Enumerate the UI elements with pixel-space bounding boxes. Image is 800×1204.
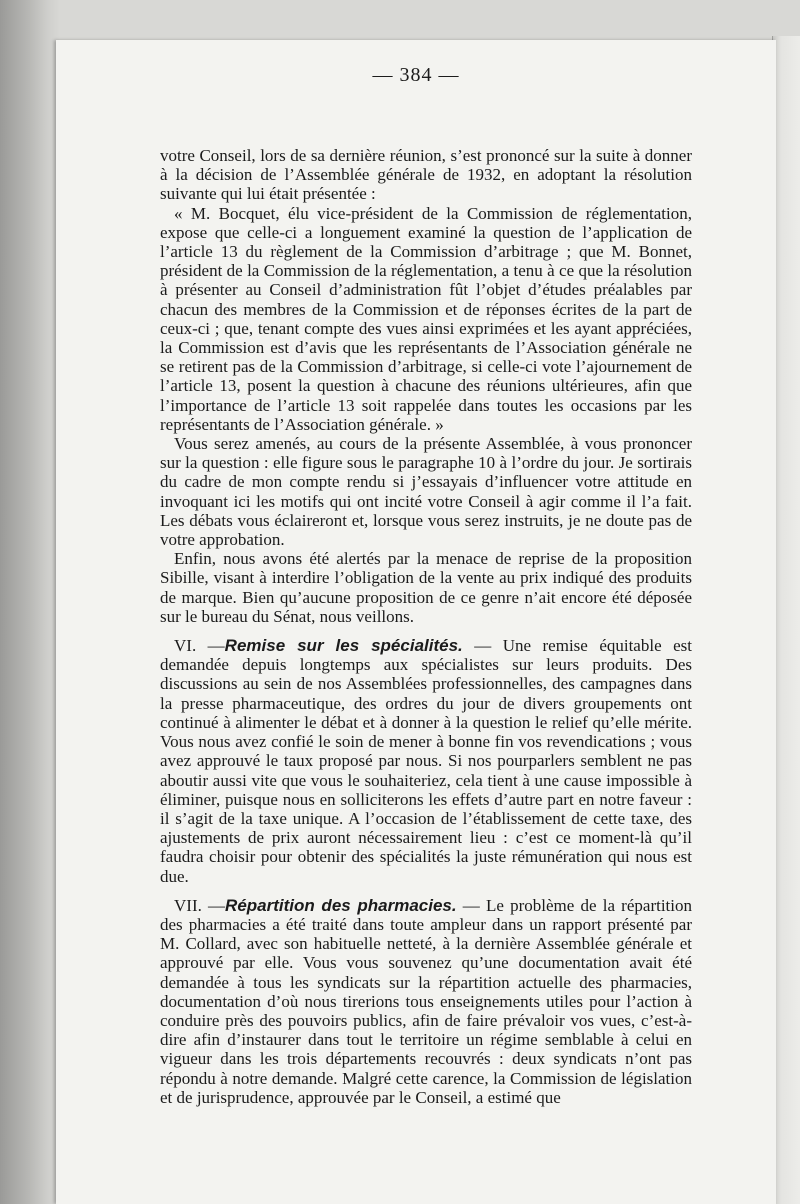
paragraph-quote: « M. Bocquet, élu vice-président de la Commission de réglementation, expose que celle-ci a longuement examiné la question de l’application de l’article 13 du règlement de la Commission d’arbitrage ; que M. Bonnet, président de la Commission de la réglementation, a tenu à ce que la résolution à présenter au Conseil d’administration fût l’objet d’études préalables par chacun des membres de la Commission et de réponses écrites de la part de ceux-ci ; que, tenant compte des vues ainsi exprimées et les ayant appréciées, la Commission est d’avis que les représentants de l’Association générale ne se retirent pas de la Commission d’arbitrage, si celle-ci vote l’ajournement de l’article 13, posent la question à chacune des réunions ultérieures, afin que l’importance de l’article 13 soit rappelée dans toutes les occasions par les représentants de l’Association générale. » bbox=[160, 203, 692, 434]
section-vii-title: Répartition des pharmacies. bbox=[225, 895, 457, 915]
section-vi-title: Remise sur les spécialités. bbox=[224, 636, 463, 656]
section-vi-body: — Une remise équitable est demandée depuis longtemps aux spécialistes sur leurs produits. Des discussions au sein de nos Assemblées professionnelles, des campagnes dans la presse pharmaceutique, des ordres du jour de divers groupements ont continué à alimenter le débat et à donner à la question le relief qu’elle mérite. Vous nous avez confié le soin de mener à bonne fin vos revendications ; vous avez approuvé le taux proposé par nous. Si nos pourparlers semblent ne pas aboutir aussi vite que vous le souhaiteriez, cela tient à une cause impossible à éliminer, puisque nous en solliciterons les effets d’autre part en notre faveur : il s’agit de la taxe unique. A l’occasion de l’établissement de cette taxe, des ajustements de prix auront nécessairement lieu : c’est ce moment-là qu’il faudra choisir pour obtenir des spécialités la juste rémunération qui nous est due. bbox=[160, 636, 692, 886]
paragraph-4: Enfin, nous avons été alertés par la menace de reprise de la proposition Sibille, visant à interdire l’obligation de la vente au prix indiqué des produits de marque. Bien qu’aucune proposition de ce genre n’ait encore été déposée sur le bureau du Sénat, nous veillons. bbox=[160, 549, 692, 626]
section-vii-body: — Le problème de la répartition des pharmacies a été traité dans toute ampleur dans un rapport présenté par M. Collard, avec son habituelle netteté, à la dernière Assemblée générale et approuvé par elle. Vous vous souvenez qu’une documentation avait été demandée à tous les syndicats sur la répartition actuelle des pharmacies, documentation d’où nous tirerions tous enseignements utiles pour l’action à conduire près des pouvoirs publics, afin de faire prévaloir vos vues, c’est-à-dire afin d’instaurer dans tout le territoire un régime semblable à celui en vigueur dans les trois départements recouvrés : deux syndicats n’ont pas répondu à notre demande. Malgré cette carence, la Commission de législation et de jurisprudence, approuvée par le Conseil, a estimé que bbox=[160, 895, 692, 1107]
facing-page-edge bbox=[772, 36, 800, 1204]
page-number: — 384 — bbox=[372, 64, 460, 86]
section-vi-number: VI. — bbox=[174, 636, 225, 656]
paragraph-1: votre Conseil, lors de sa dernière réunion, s’est prononcé sur la suite à donner à la décision de l’Assemblée générale de 1932, en adoptant la résolution suivante qui lui était présentée : bbox=[160, 146, 692, 204]
body-text bbox=[160, 146, 692, 1107]
section-vii bbox=[160, 896, 692, 1107]
section-vi bbox=[160, 636, 692, 886]
section-vii-number: VII. — bbox=[174, 895, 226, 915]
paragraph-3: Vous serez amenés, au cours de la présente Assemblée, à vous prononcer sur la question : elle figure sous le paragraphe 10 à l’ordre du jour. Je sortirais du cadre de mon compte rendu si j’essayais d’influencer votre attitude en invoquant ici les motifs qui ont incité votre Conseil à agir comme il l’a fait. Les débats vous éclaireront et, lorsque vous serez instruits, je ne doute pas de votre approbation. bbox=[160, 434, 692, 550]
section-gap bbox=[160, 626, 692, 636]
section-gap bbox=[160, 886, 692, 896]
